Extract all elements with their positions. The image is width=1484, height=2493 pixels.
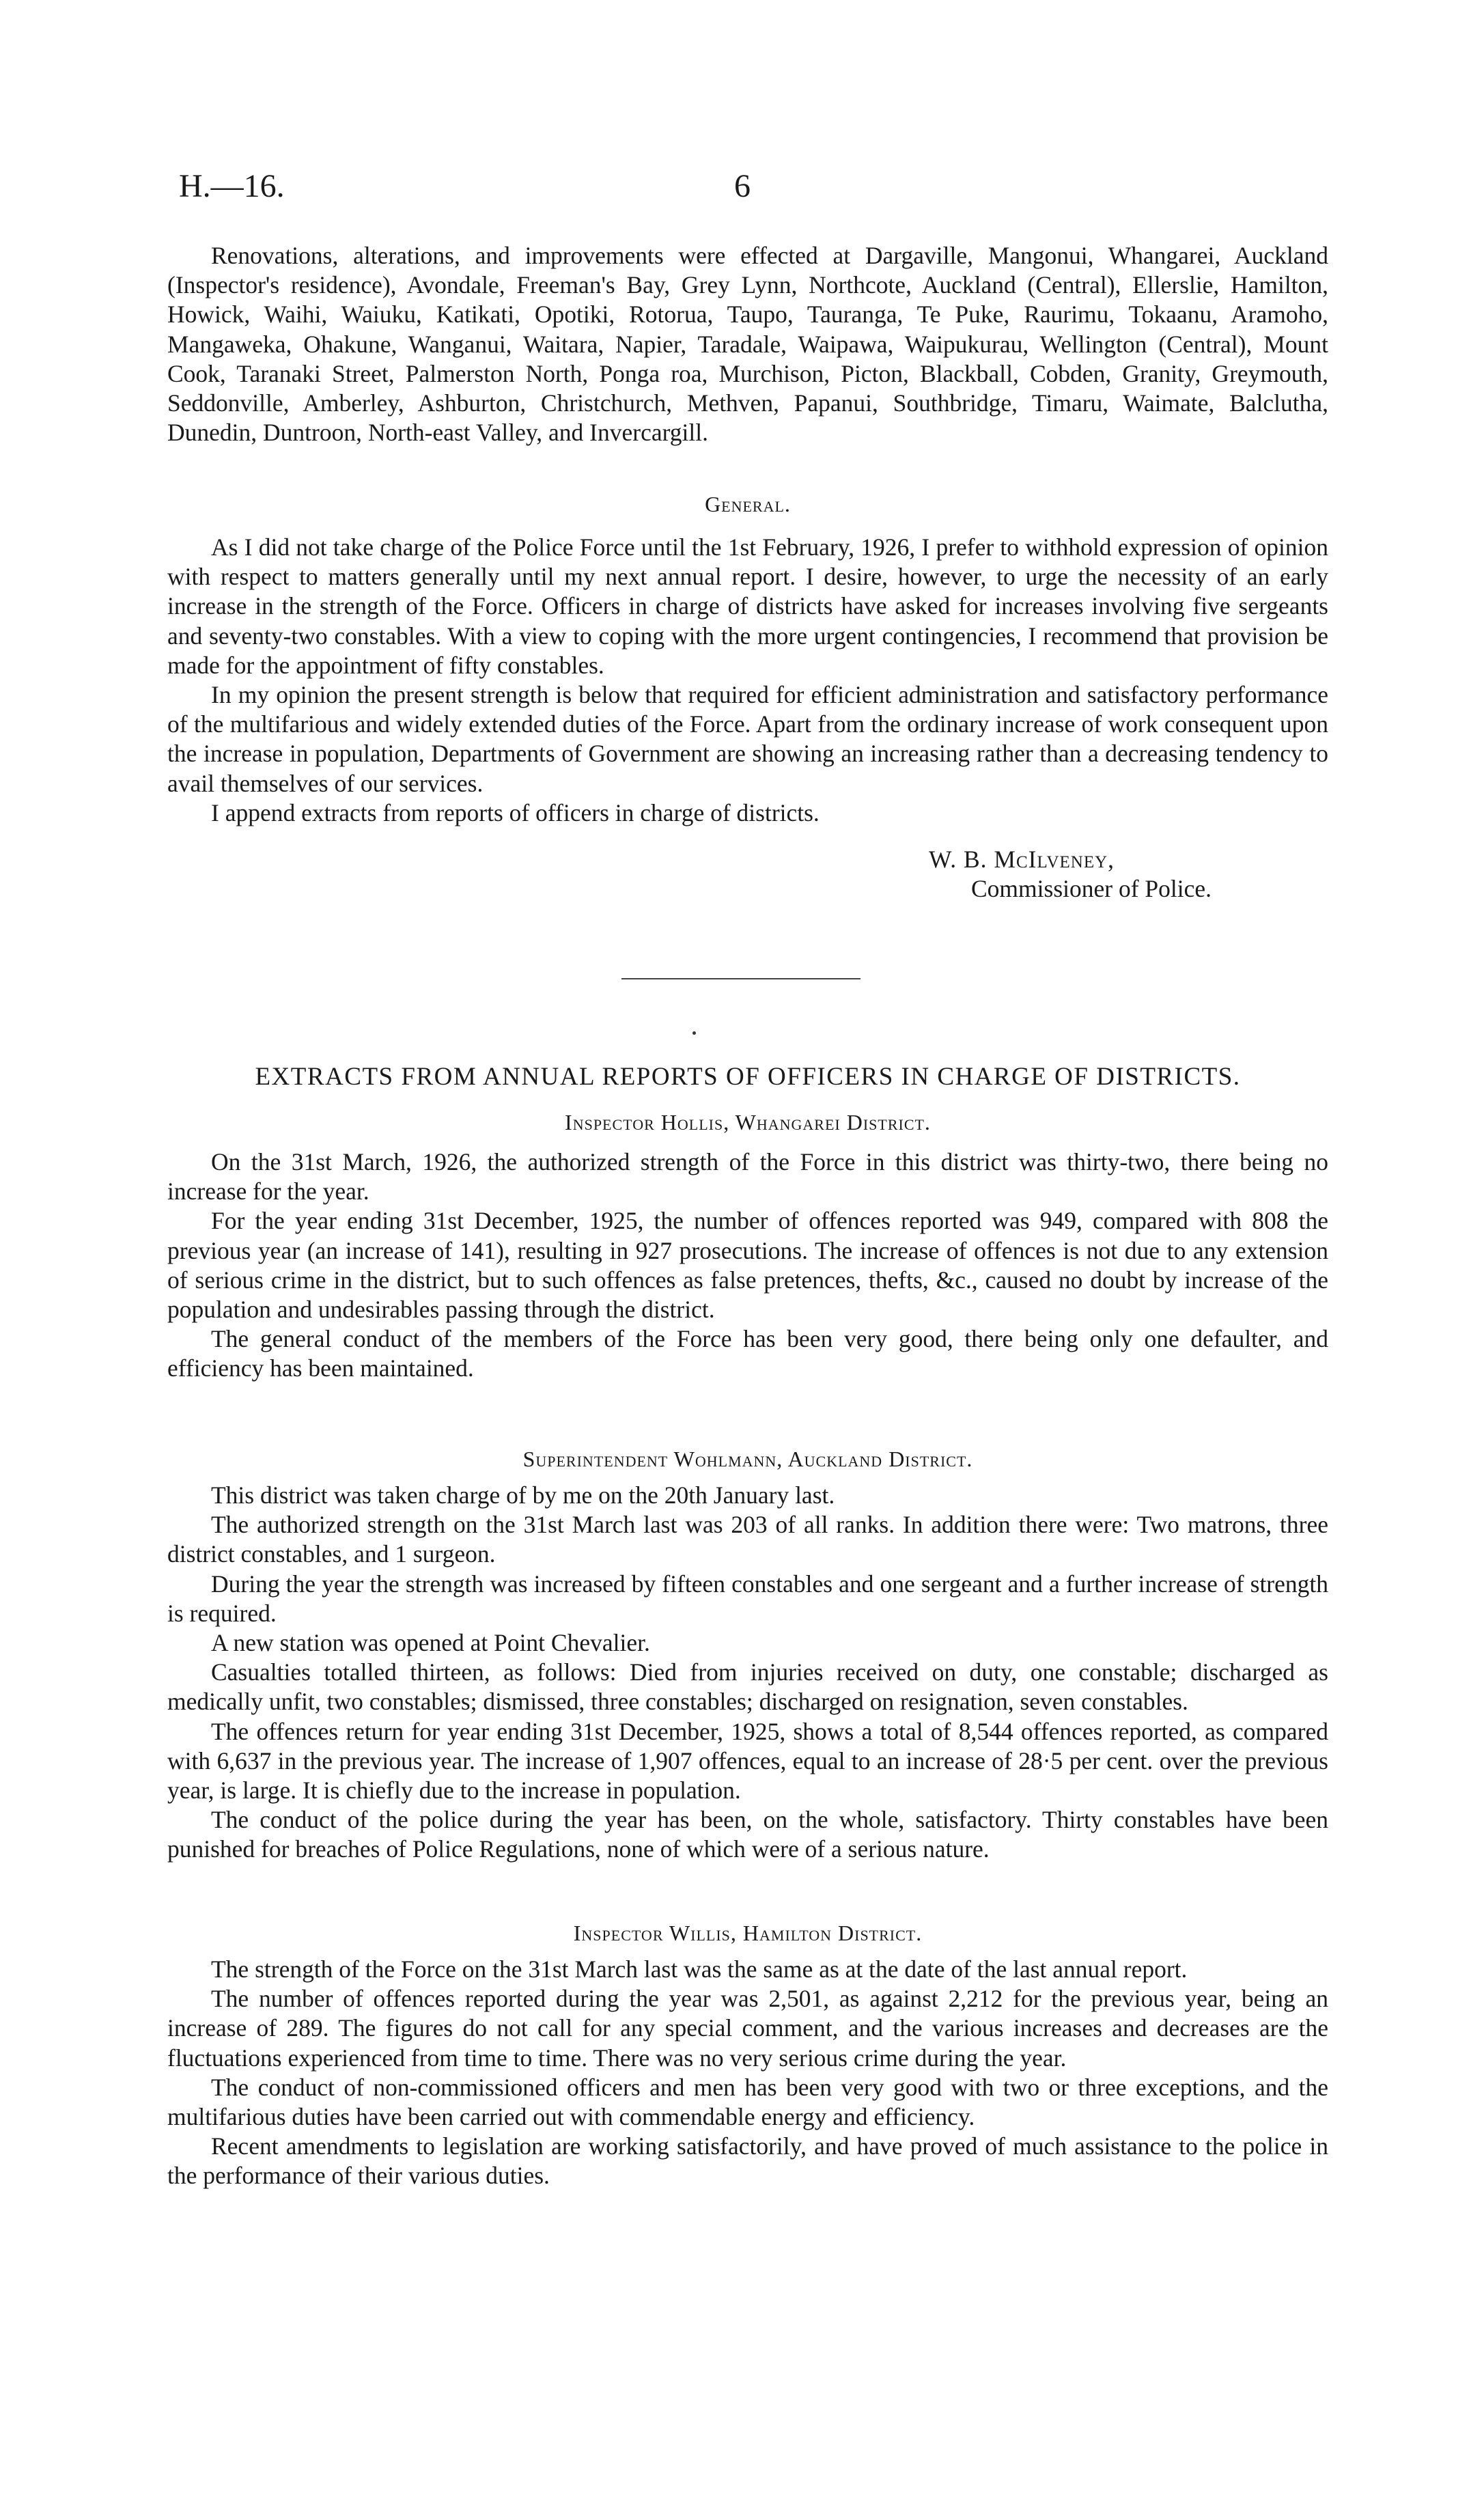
hamilton-paragraph: Recent amendments to legislation are working satisfactorily, and have proved of much assistance to the police in the performance of their various duties. (167, 2132, 1328, 2190)
stray-mark (692, 1031, 696, 1035)
section-divider (621, 978, 860, 979)
general-paragraph: I append extracts from reports of officers in charge of districts. (211, 798, 820, 826)
page-number: 6 (734, 168, 751, 204)
auckland-heading: Superintendent Wohlmann, Auckland District. (522, 1447, 973, 1471)
general-heading: General. (705, 492, 791, 516)
signature-title: Commissioner of Police. (971, 875, 1212, 902)
general-section (167, 533, 1328, 828)
general-paragraph: As I did not take charge of the Police Force until the 1st February, 1926, I prefer to withhold expression of opinion with respect to matters generally until my next annual report. I desire, however, to urge the necessity of an early increase in the strength of the Force. Officers in charge of districts have asked for increases involving five sergeants and seventy-two constables. With a view to coping with the more urgent contingencies, I recommend that provision be made for the appointment of fifty constables. (167, 533, 1328, 679)
signature-name: W. B. McIlveney, (929, 846, 1115, 873)
auckland-paragraph: The authorized strength on the 31st March last was 203 of all ranks. In addition there were: Two matrons, three district constables, and 1 surgeon. (167, 1511, 1328, 1568)
hamilton-section (167, 1955, 1328, 2191)
hamilton-paragraph: The number of offences reported during the year was 2,501, as against 2,212 for the previous year, being an increase of 289. The figures do not call for any special comment, and the various increases and decreases are the fluctuations experienced from time to time. There was no very serious crime during the year. (167, 1985, 1328, 2072)
auckland-section (167, 1481, 1328, 1865)
whangarei-section (167, 1147, 1328, 1384)
general-paragraph: In my opinion the present strength is below that required for efficient administration and satisfactory performance of the multifarious and widely extended duties of the Force. Apart from the ordinary increase of work consequent upon the increase in population, Departments of Government are showing an increasing rather than a decreasing tendency to avail themselves of our services. (167, 681, 1328, 797)
extracts-title: EXTRACTS FROM ANNUAL REPORTS OF OFFICERS IN CHARGE OF DISTRICTS. (255, 1063, 1241, 1091)
whangarei-heading: Inspector Hollis, Whangarei District. (565, 1110, 931, 1134)
auckland-paragraph: During the year the strength was increased by fifteen constables and one sergeant and a further increase of strength is required. (167, 1570, 1328, 1627)
auckland-paragraph: A new station was opened at Point Chevalier. (211, 1629, 650, 1657)
auckland-paragraph: The offences return for year ending 31st December, 1925, shows a total of 8,544 offences reported, as compared with 6,637 in the previous year. The increase of 1,907 offences, equal to an increase of 28·5 per cent. over the previous year, is large. It is chiefly due to the increase in population. (167, 1717, 1328, 1805)
auckland-paragraph: Casualties totalled thirteen, as follows: Died from injuries received on duty, one constable; discharged as medically unfit, two constables; dismissed, three constables; discharged on resignation, seven constables. (167, 1658, 1328, 1716)
hamilton-heading: Inspector Willis, Hamilton District. (573, 1921, 923, 1945)
whangarei-paragraph: For the year ending 31st December, 1925, the number of offences reported was 949, compared with 808 the previous year (an increase of 141), resulting in 927 prosecutions. The increase of offences is not due to any extension of serious crime in the district, but to such offences as false pretences, thefts, &c., caused no doubt by increase of the population and undesirables passing through the district. (167, 1207, 1328, 1324)
renovations-paragraph: Renovations, alterations, and improvements were effected at Dargaville, Mangonui, Whangarei, Auckland (Inspector's residence), Avondale, Freeman's Bay, Grey Lynn, Northcote, Auckland (Central), Ellerslie, Hamilton, Howick, Waihi, Waiuku, Katikati, Opotiki, Rotorua, Taupo, Tauranga, Te Puke, Raurimu, Tokaanu, Aramoho, Mangaweka, Ohakune, Wanganui, Waitara, Napier, Taradale, Waipawa, Waipukurau, Wellington (Central), Mount Cook, Taranaki Street, Palmerston North, Ponga roa, Murchison, Picton, Blackball, Cobden, Granity, Greymouth, Seddonville, Amberley, Ashburton, Christchurch, Methven, Papanui, Southbridge, Timaru, Waimate, Balclutha, Dunedin, Duntroon, North-east Valley, and Invercargill. (167, 242, 1328, 447)
hamilton-paragraph: The conduct of non-commissioned officers and men has been very good with two or three exceptions, and the multifarious duties have been carried out with commendable energy and efficiency. (167, 2073, 1328, 2131)
renovations-section (167, 241, 1328, 447)
whangarei-paragraph: On the 31st March, 1926, the authorized strength of the Force in this district was thirty-two, there being no increase for the year. (167, 1148, 1328, 1206)
hamilton-paragraph: The strength of the Force on the 31st March last was the same as at the date of the last annual report. (211, 1955, 1188, 1983)
auckland-paragraph: This district was taken charge of by me on the 20th January last. (211, 1481, 835, 1509)
auckland-paragraph: The conduct of the police during the year has been, on the whole, satisfactory. Thirty constables have been punished for breaches of Police Regulations, none of which were of a serious nature. (167, 1806, 1328, 1863)
whangarei-paragraph: The general conduct of the members of the Force has been very good, there being only one defaulter, and efficiency has been maintained. (167, 1325, 1328, 1382)
parliamentary-paper-code: H.—16. (179, 168, 285, 204)
